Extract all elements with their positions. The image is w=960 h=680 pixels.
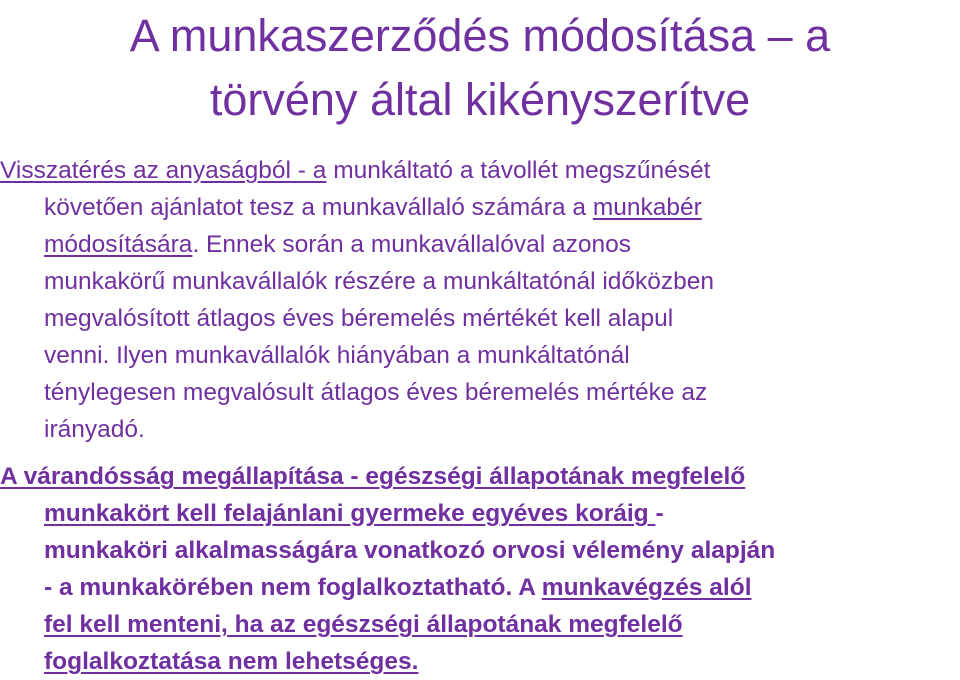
text-line: munkaköri alkalmasságára vonatkozó orvosi vélemény alapján xyxy=(44,537,776,564)
text-span: - a munkakörében nem foglalkoztatható. A xyxy=(44,574,542,601)
text-line xyxy=(0,643,960,680)
underlined-text: munkabér xyxy=(592,194,702,221)
slide-title xyxy=(0,4,960,132)
paragraph-pregnancy xyxy=(0,458,960,680)
underlined-text: A várandósság megállapítása - egészségi állapotának megfelelő xyxy=(0,463,746,490)
text-line xyxy=(0,152,960,189)
text-line: ténylegesen megvalósult átlagos éves béremelés mértéke az xyxy=(44,379,708,406)
paragraph-gap xyxy=(0,448,960,458)
underlined-text: munkavégzés alól xyxy=(541,574,752,601)
title-line-1: A munkaszerződés módosítása – a xyxy=(129,10,831,61)
text-span: - xyxy=(655,500,664,527)
underlined-text: fel kell menteni, ha az egészségi állapotának megfelelő xyxy=(44,611,683,638)
title-line-2: törvény által kikényszerítve xyxy=(209,74,751,125)
text-line xyxy=(0,569,960,606)
text-line xyxy=(0,495,960,532)
text-span: . Ennek során a munkavállalóval azonos xyxy=(192,231,631,258)
text-line xyxy=(0,226,960,263)
text-line: munkakörű munkavállalók részére a munkáltatónál időközben xyxy=(44,268,715,295)
underlined-text: módosítására xyxy=(44,231,193,258)
text-line: venni. Ilyen munkavállalók hiányában a munkáltatónál xyxy=(44,342,630,369)
text-line: megvalósított átlagos éves béremelés mértékét kell alapul xyxy=(44,305,674,332)
text-span: követően ajánlatot tesz a munkavállaló számára a xyxy=(44,194,593,221)
slide-body xyxy=(0,152,960,680)
text-line xyxy=(0,189,960,226)
text-span: munkáltató a távollét megszűnését xyxy=(326,157,711,184)
underlined-text: Visszatérés az anyaságból - a xyxy=(0,157,327,184)
text-line xyxy=(0,458,960,495)
text-line xyxy=(0,606,960,643)
underlined-text: foglalkoztatása nem lehetséges. xyxy=(44,648,419,675)
text-line: irányadó. xyxy=(44,416,145,443)
paragraph-return-from-maternity xyxy=(0,152,960,448)
underlined-text: munkakört kell felajánlani gyermeke egyéves koráig xyxy=(44,500,656,527)
